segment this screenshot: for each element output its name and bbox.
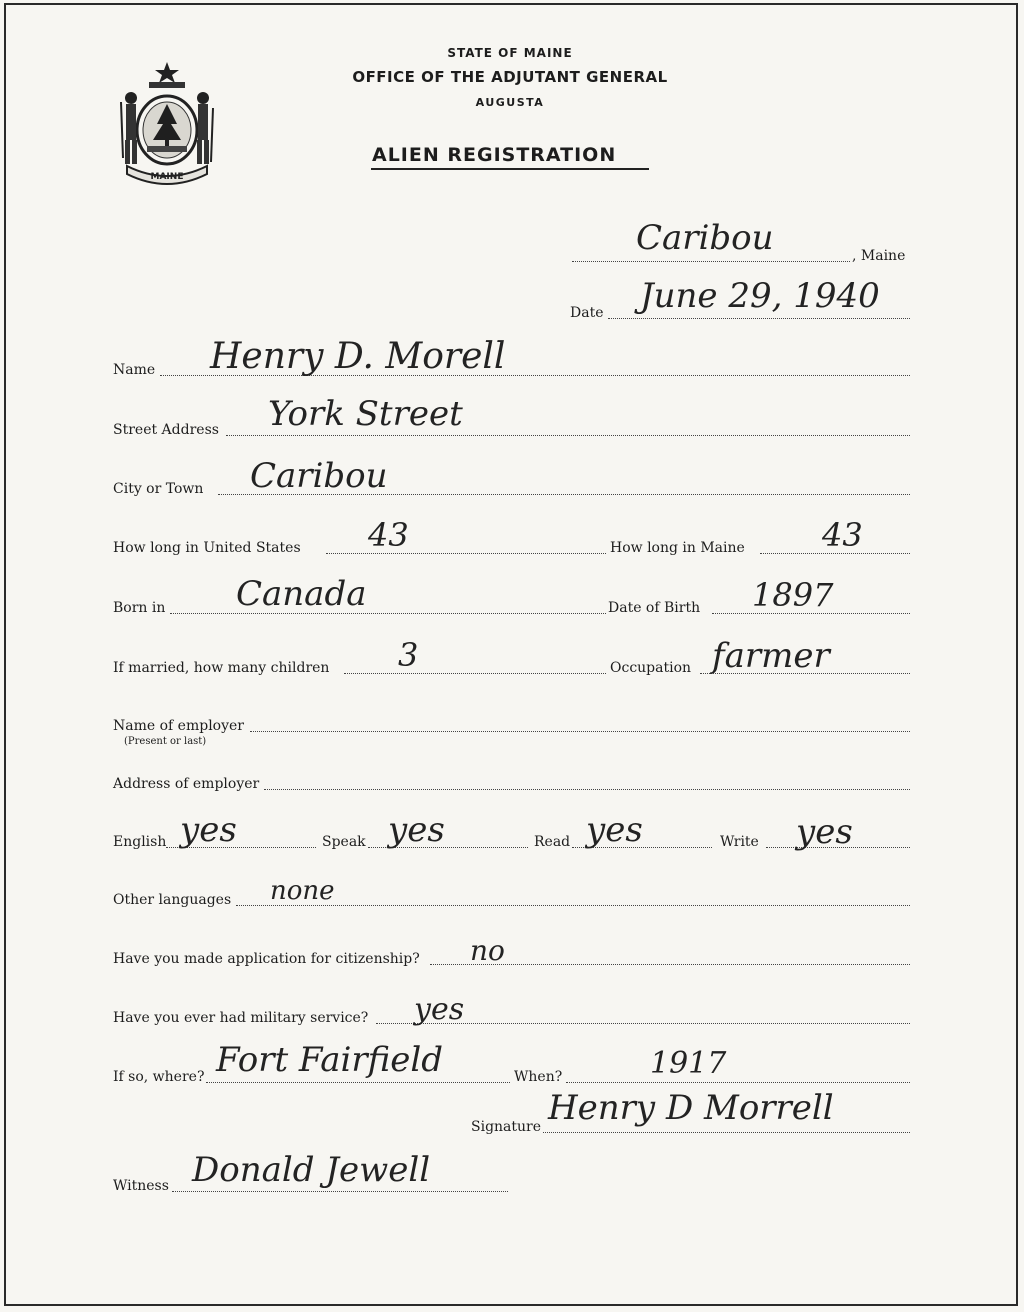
citizenship-label: Have you made application for citizenship? (113, 951, 420, 967)
read-value[interactable]: yes (586, 810, 643, 850)
children-dots (344, 673, 606, 674)
name-label: Name (113, 362, 156, 378)
date-value[interactable]: June 29, 1940 (640, 276, 880, 316)
military-value[interactable]: yes (414, 992, 465, 1027)
children-value[interactable]: 3 (398, 636, 419, 674)
born-label: Born in (113, 600, 166, 616)
employer-address-dots (264, 789, 910, 790)
write-label: Write (720, 834, 759, 850)
us-years-label: How long in United States (113, 540, 301, 556)
location-dots (572, 261, 850, 262)
maine-years-label: How long in Maine (610, 540, 745, 556)
born-value[interactable]: Canada (236, 574, 367, 614)
page-frame (4, 3, 1018, 1306)
city-value[interactable]: Caribou (250, 456, 388, 496)
employer-address-label: Address of employer (113, 776, 260, 792)
where-value[interactable]: Fort Fairfield (216, 1040, 444, 1080)
seal-banner-text: MAINE (150, 172, 184, 182)
occupation-label: Occupation (610, 660, 692, 676)
when-dots (566, 1082, 910, 1083)
location-suffix-label: , Maine (852, 248, 906, 264)
employer-dots (250, 731, 910, 732)
signature-dots (543, 1132, 910, 1133)
signature-value[interactable]: Henry D Morrell (548, 1088, 834, 1128)
english-value[interactable]: yes (180, 810, 237, 850)
other-languages-dots (236, 905, 910, 906)
maine-state-seal-icon (113, 58, 221, 190)
dob-value[interactable]: 1897 (752, 576, 834, 614)
where-label: If so, where? (113, 1069, 205, 1085)
where-dots (206, 1082, 510, 1083)
name-value[interactable]: Henry D. Morell (210, 336, 506, 377)
employer-label: Name of employer (113, 718, 244, 734)
header-office: OFFICE OF THE ADJUTANT GENERAL (352, 68, 668, 86)
header-city: AUGUSTA (475, 96, 545, 109)
children-label: If married, how many children (113, 660, 330, 676)
speak-label: Speak (322, 834, 366, 850)
when-value[interactable]: 1917 (650, 1046, 727, 1081)
speak-value[interactable]: yes (388, 810, 445, 850)
witness-label: Witness (113, 1178, 169, 1194)
employer-note: (Present or last) (124, 736, 207, 747)
form-title: ALIEN REGISTRATION (372, 144, 617, 166)
citizenship-value[interactable]: no (470, 934, 505, 967)
signature-label: Signature (471, 1119, 542, 1135)
military-label: Have you ever had military service? (113, 1010, 369, 1026)
write-value[interactable]: yes (796, 812, 853, 852)
us-years-value[interactable]: 43 (368, 516, 409, 554)
street-dots (226, 435, 910, 436)
date-label: Date (570, 305, 604, 321)
street-value[interactable]: York Street (268, 394, 463, 434)
read-label: Read (534, 834, 571, 850)
witness-value[interactable]: Donald Jewell (192, 1150, 431, 1190)
dob-label: Date of Birth (608, 600, 701, 616)
maine-years-value[interactable]: 43 (822, 516, 863, 554)
header-state: STATE OF MAINE (447, 46, 573, 60)
english-label: English (113, 834, 167, 850)
witness-dots (172, 1191, 508, 1192)
location-value[interactable]: Caribou (636, 218, 774, 258)
other-languages-value[interactable]: none (270, 876, 335, 906)
title-underline (371, 168, 649, 170)
occupation-value[interactable]: farmer (712, 636, 830, 676)
date-dots (608, 318, 910, 319)
city-label: City or Town (113, 481, 204, 497)
street-label: Street Address (113, 422, 219, 438)
other-languages-label: Other languages (113, 892, 232, 908)
when-label: When? (514, 1069, 563, 1085)
